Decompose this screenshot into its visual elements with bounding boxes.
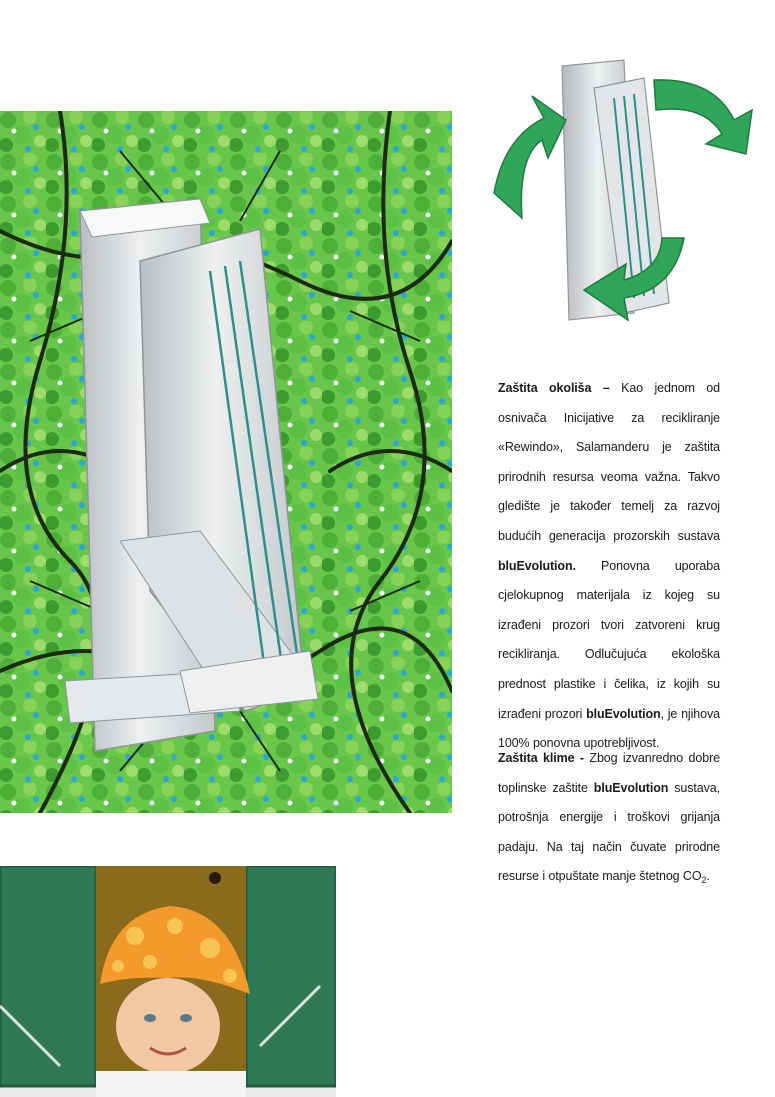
environment-heading: Zaštita okoliša – <box>498 381 610 395</box>
tree-canopy-window-illustration <box>0 111 452 813</box>
child-in-window-photo <box>0 866 336 1097</box>
climate-text-1: Zbog izvanredno dobre toplinske zaštite <box>498 751 720 795</box>
climate-text-2: sustava, potrošnja energije i troškovi grijanja padaju. Na taj način čuvate prirodne resurse i otpuštate manje štetnog CO <box>498 780 720 884</box>
climate-brand: bluEvolution <box>593 780 669 795</box>
climate-text-3: . <box>706 869 710 884</box>
tree-canopy-window-photo <box>0 111 452 813</box>
co2-subscript: 2 <box>701 875 707 886</box>
environment-protection-paragraph <box>498 374 720 759</box>
environment-text-3: , je njihova 100% ponovna upotrebljivost. <box>498 706 720 751</box>
environment-brand-1: bluEvolution. <box>498 558 576 573</box>
environment-text-1: Kao jednom od osnivača Inicijative za recikliranje «Rewindo», Salamanderu je zaštita prirodnih resursa veoma važna. Takvo gledište je također temelj za razvoj budućih generacija prozorskih sustava <box>498 381 720 543</box>
recycle-arrows-icon <box>484 58 766 326</box>
environment-brand-2: bluEvolution <box>586 706 661 721</box>
climate-heading: Zaštita klime - <box>498 751 584 765</box>
climate-protection-paragraph <box>498 744 720 896</box>
child-window-illustration <box>0 866 336 1097</box>
environment-text-2: Ponovna uporaba cjelokupnog materijala iz kojeg su izrađeni prozori tvori zatvoreni krug recikliranja. Odlučujuća ekološka prednost plastike i čelika, iz kojih su izrađeni prozori <box>498 558 720 721</box>
recycle-window-graphic <box>484 58 766 326</box>
